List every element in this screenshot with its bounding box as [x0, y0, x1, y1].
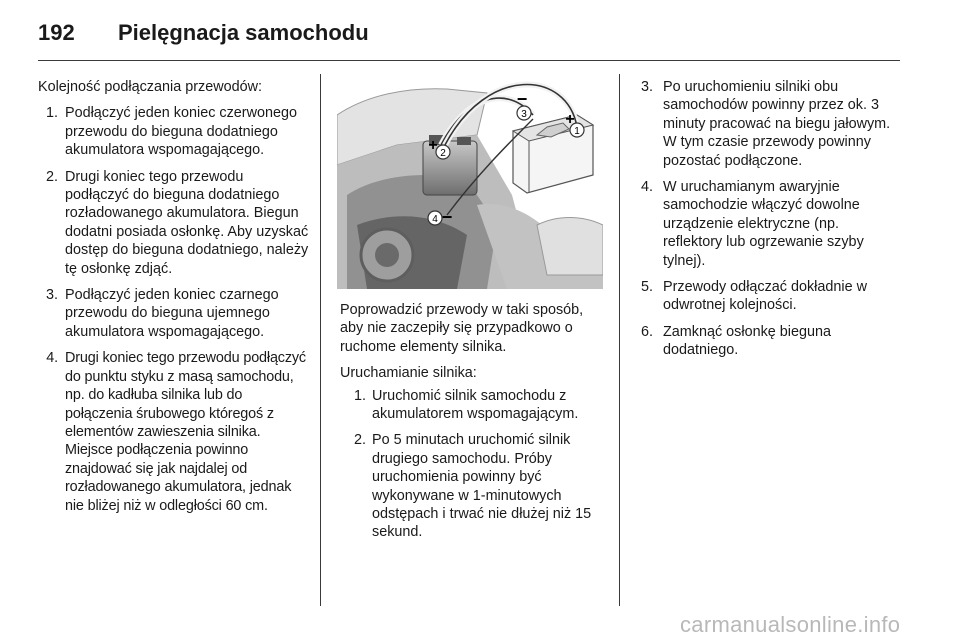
connection-steps-list [38, 104, 310, 515]
cable-routing-note: Poprowadzić przewody w taki sposób, aby nie zaczepiły się przypadkowo o ruchome elementy silnika. [340, 302, 584, 355]
list-item: 6. Zamknąć osłonkę bieguna dodatniego. [640, 323, 831, 359]
column-middle [340, 301, 602, 550]
column-divider-left [320, 74, 321, 606]
list-item: 4. W uruchamianym awaryjnie samochodzie włączyć dowolne urządzenie elektryczne (np. reflektory lub ogrzewanie szyby tylnej). [640, 179, 864, 269]
list-item: 1. Uruchomić silnik samochodu z akumulatorem wspomagającym. [353, 387, 579, 423]
header-rule [38, 60, 900, 61]
callout-2: 2 [440, 148, 446, 159]
chapter-title: Pielęgnacja samochodu [118, 20, 369, 45]
minus-sign-donor: − [516, 89, 528, 109]
continued-steps-list [640, 78, 902, 360]
list-item: 4. Drugi koniec tego przewodu podłączyć do punktu styku z masą samochodu, np. do kadłuba silnika lub do połączenia śrubowego któregoś z elementów zawieszenia silnika. Miejsce podłączenia powinno znajdować się jak najdalej od rozładowanego akumulatora, jednak nie bliżej niż w odległości 60 cm. [46, 350, 306, 514]
jump-start-illustration [337, 75, 603, 289]
starting-engine-heading: Uruchamianie silnika: [340, 365, 477, 382]
engine-bay-drawing [337, 75, 603, 289]
plus-sign-discharged: + [428, 137, 438, 154]
callout-4: 4 [432, 214, 438, 225]
column-left [38, 78, 310, 523]
callout-3: 3 [521, 109, 527, 120]
connection-order-intro: Kolejność podłączania przewodów: [38, 79, 262, 95]
list-item: 2. Drugi koniec tego przewodu podłączyć do bieguna dodatniego rozładowanego akumulatora. Biegun dodatni posiada osłonkę. Aby uzyskać dostęp do bieguna dodatniego, należy tę osłonkę zdjąć. [45, 168, 309, 277]
page-header [38, 14, 900, 58]
watermark: carmanualsonline.info [680, 612, 901, 637]
minus-sign-ground: − [441, 207, 453, 227]
plus-sign-donor: + [565, 111, 575, 128]
list-item: 2. Po 5 minutach uruchomić silnik drugiego samochodu. Próby uruchomienia powinny być wykonywane w 1-minutowych odstępach i trwać nie dłużej niż 15 sekund. [353, 432, 592, 541]
column-divider-right [619, 74, 620, 606]
list-item: 5. Przewody odłączać dokładnie w odwrotnej kolejności. [640, 279, 867, 314]
page-number: 192 [38, 20, 75, 45]
list-item: 3. Podłączyć jeden koniec czarnego przewodu do bieguna ujemnego akumulatora wspomagającego. [45, 287, 279, 340]
list-item: 3. Po uruchomieniu silniki obu samochodów powinny przez ok. 3 minuty pracować na biegu jałowym. W tym czasie przewody powinny pozostać podłączone. [640, 79, 891, 169]
starting-steps-list [340, 387, 602, 542]
column-right [640, 78, 902, 368]
list-item: 1. Podłączyć jeden koniec czerwonego przewodu do bieguna dodatniego akumulatora wspomagającego. [45, 105, 297, 159]
callout-1: 1 [574, 126, 580, 137]
